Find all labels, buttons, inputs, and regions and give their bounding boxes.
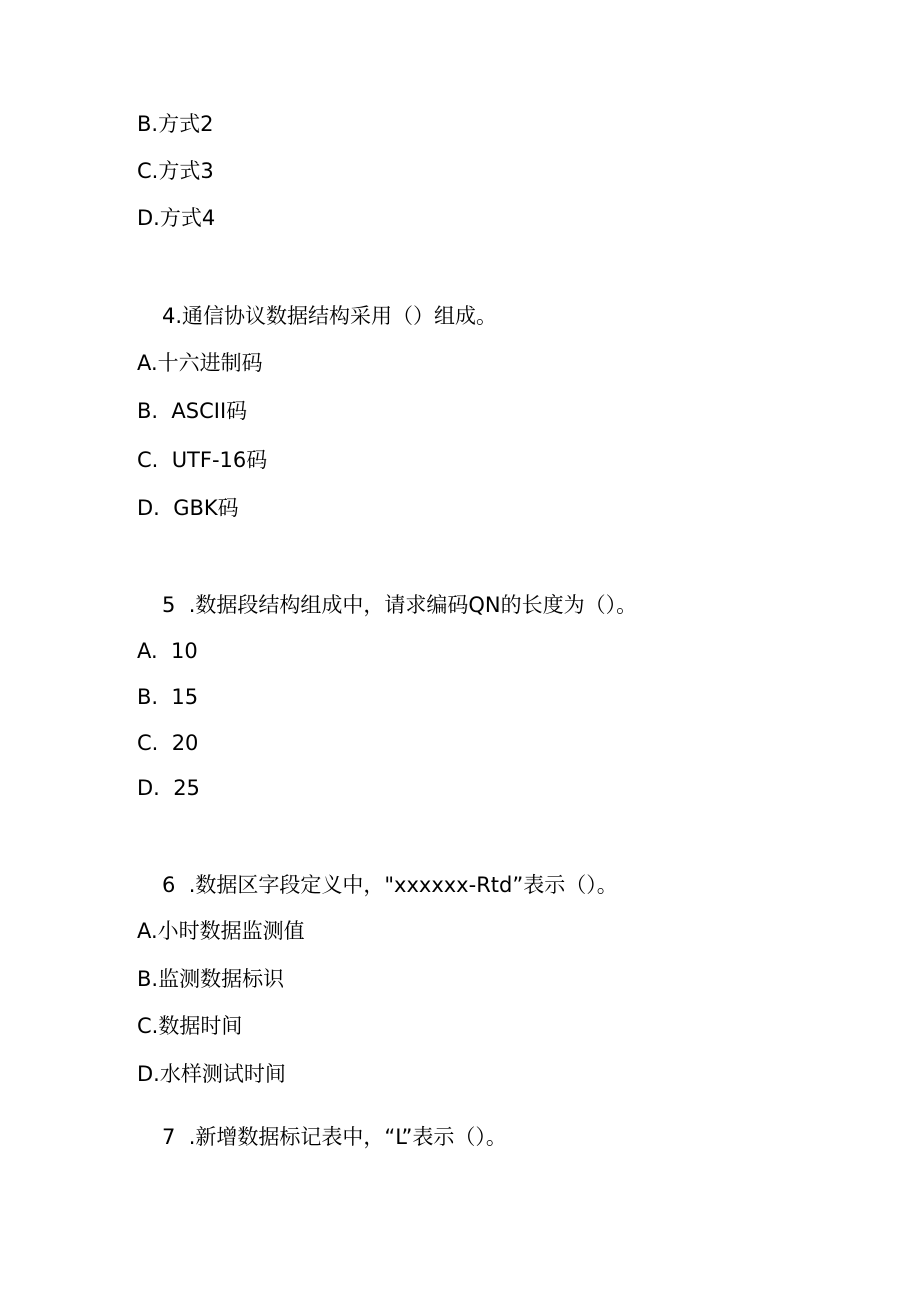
q3-option-d: D.方式4 (137, 206, 216, 230)
q3-option-c: C.方式3 (137, 159, 214, 183)
q4-option-d: D. GBK码 (137, 496, 239, 520)
q6-stem: 6 .数据区字段定义中，"xxxxxx-Rtd”表示（）。 (162, 873, 618, 897)
q6-option-b: B.监测数据标识 (137, 967, 285, 991)
q5-option-c: C. 20 (137, 731, 199, 755)
q4-option-c: C. UTF-16码 (137, 448, 268, 472)
q4-option-b: B. ASCII码 (137, 399, 248, 423)
q5-option-a: A. 10 (137, 639, 198, 663)
q6-option-d: D.水样测试时间 (137, 1062, 286, 1086)
q5-option-d: D. 25 (137, 776, 200, 800)
q7-stem: 7 .新增数据标记表中，“L”表示（）。 (162, 1125, 507, 1149)
q4-option-a: A.十六进制码 (137, 351, 263, 375)
q6-option-c: C.数据时间 (137, 1014, 243, 1038)
q5-stem: 5 .数据段结构组成中，请求编码QN的长度为（）。 (162, 593, 638, 617)
q4-stem: 4.通信协议数据结构采用（）组成。 (162, 304, 498, 328)
q6-option-a: A.小时数据监测值 (137, 919, 305, 943)
q3-option-b: B.方式2 (137, 112, 214, 136)
q5-option-b: B. 15 (137, 685, 199, 709)
